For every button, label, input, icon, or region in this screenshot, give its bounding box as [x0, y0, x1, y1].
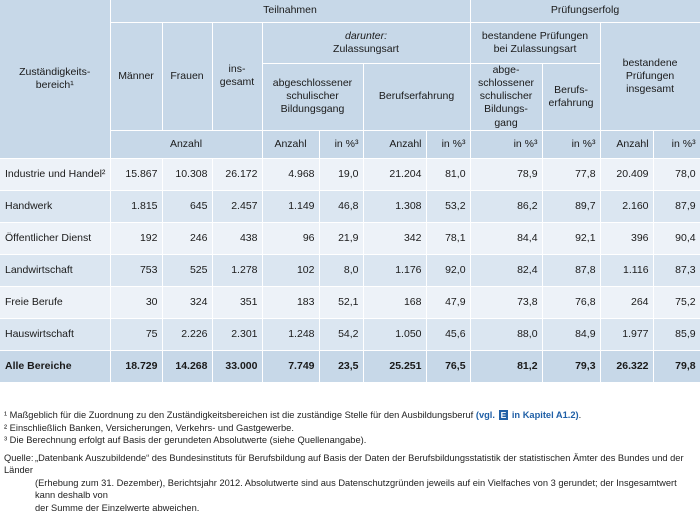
cell-pe-percent: 87,9 — [653, 190, 700, 222]
unit-anzahl: Anzahl — [600, 130, 653, 158]
header-zulassungsart-label: Zulassungsart — [333, 43, 399, 55]
cell-abg-anzahl: 1.149 — [262, 190, 319, 222]
cell-abg-anzahl: 183 — [262, 286, 319, 318]
footnote-3: ³ Die Berechnung erfolgt auf Basis der gerundeten Absolutwerte (siehe Quellenangabe). — [4, 434, 698, 447]
header-bestandene-bei-zulassungsart: bestandene Prüfungen bei Zulassungsart — [470, 23, 600, 64]
row-label: Industrie und Handel² — [0, 158, 110, 190]
footnotes — [4, 409, 698, 514]
cell-be-anzahl: 1.176 — [363, 254, 426, 286]
cell-pe-percent: 75,2 — [653, 286, 700, 318]
cell-abg-percent: 19,0 — [319, 158, 363, 190]
cell-insgesamt: 2.457 — [212, 190, 262, 222]
cell-frauen: 525 — [162, 254, 212, 286]
header-maenner: Männer — [110, 23, 162, 131]
cell-pe-anzahl: 2.160 — [600, 190, 653, 222]
cell-insgesamt: 438 — [212, 222, 262, 254]
cell-maenner: 18.729 — [110, 350, 162, 382]
table-row — [0, 158, 700, 190]
cell-frauen: 14.268 — [162, 350, 212, 382]
header-pe-berufserfahrung: Berufs-erfahrung — [542, 64, 600, 131]
header-berufserfahrung: Berufserfahrung — [363, 64, 470, 131]
table-row — [0, 286, 700, 318]
cell-be-percent: 47,9 — [426, 286, 470, 318]
unit-anzahl: Anzahl — [363, 130, 426, 158]
glossary-e-icon: E — [499, 410, 509, 420]
cell-frauen: 645 — [162, 190, 212, 222]
source-line-3: der Summe der Einzelwerte abweichen. — [4, 502, 698, 514]
unit-percent: in %³ — [319, 130, 363, 158]
cell-abg-anzahl: 4.968 — [262, 158, 319, 190]
footnote-1 — [4, 409, 698, 422]
header-teilnahmen: Teilnahmen — [110, 0, 470, 23]
cell-pe-abg-percent: 84,4 — [470, 222, 542, 254]
cell-be-anzahl: 342 — [363, 222, 426, 254]
cell-frauen: 2.226 — [162, 318, 212, 350]
cell-pe-be-percent: 77,8 — [542, 158, 600, 190]
row-label: Öffentlicher Dienst — [0, 222, 110, 254]
cell-pe-abg-percent: 78,9 — [470, 158, 542, 190]
reference-prefix: (vgl. — [476, 410, 495, 420]
cell-abg-percent: 46,8 — [319, 190, 363, 222]
cell-pe-be-percent: 89,7 — [542, 190, 600, 222]
table-row — [0, 222, 700, 254]
cell-be-percent: 76,5 — [426, 350, 470, 382]
unit-anzahl: Anzahl — [262, 130, 319, 158]
cell-frauen: 246 — [162, 222, 212, 254]
source-line-2: (Erhebung zum 31. Dezember), Berichtsjahr 2012. Absolutwerte sind aus Datenschutzgründen jeweils auf ein Vielfaches von 3 gerundet; der Insgesamtwert kann deshalb von — [4, 477, 698, 502]
cell-pe-abg-percent: 86,2 — [470, 190, 542, 222]
source-line-1: „Datenbank Auszubildende“ des Bundesinstituts für Berufsbildung auf Basis der Daten der Berufsbildungsstatistik der statistischen Ämter des Bundes und der Länder — [4, 453, 684, 476]
cell-insgesamt: 33.000 — [212, 350, 262, 382]
cell-abg-percent: 23,5 — [319, 350, 363, 382]
cell-be-percent: 81,0 — [426, 158, 470, 190]
header-pruefungserfolg: Prüfungserfolg — [470, 0, 700, 23]
cell-abg-percent: 8,0 — [319, 254, 363, 286]
cell-pe-percent: 85,9 — [653, 318, 700, 350]
cell-be-percent: 92,0 — [426, 254, 470, 286]
cell-pe-be-percent: 76,8 — [542, 286, 600, 318]
cell-pe-abg-percent: 81,2 — [470, 350, 542, 382]
source-label: Quelle: — [4, 452, 35, 465]
unit-percent: in %³ — [542, 130, 600, 158]
header-zustaendigkeitsbereich: Zuständigkeits-bereich¹ — [0, 0, 110, 158]
row-label: Landwirtschaft — [0, 254, 110, 286]
table-row — [0, 190, 700, 222]
cell-pe-anzahl: 26.322 — [600, 350, 653, 382]
cell-abg-anzahl: 96 — [262, 222, 319, 254]
cell-maenner: 75 — [110, 318, 162, 350]
cell-pe-percent: 87,3 — [653, 254, 700, 286]
cell-abg-anzahl: 7.749 — [262, 350, 319, 382]
cell-maenner: 30 — [110, 286, 162, 318]
cell-abg-anzahl: 102 — [262, 254, 319, 286]
table-row — [0, 254, 700, 286]
cell-insgesamt: 1.278 — [212, 254, 262, 286]
header-frauen: Frauen — [162, 23, 212, 131]
cell-pe-anzahl: 1.116 — [600, 254, 653, 286]
row-label: Handwerk — [0, 190, 110, 222]
cell-abg-percent: 21,9 — [319, 222, 363, 254]
cell-be-anzahl: 1.308 — [363, 190, 426, 222]
header-abgeschlossener-bildungsgang: abgeschlossener schulischer Bildungsgang — [262, 64, 363, 131]
cell-maenner: 15.867 — [110, 158, 162, 190]
cell-be-anzahl: 1.050 — [363, 318, 426, 350]
unit-percent: in %³ — [653, 130, 700, 158]
cell-pe-be-percent: 92,1 — [542, 222, 600, 254]
cell-insgesamt: 2.301 — [212, 318, 262, 350]
cell-pe-percent: 90,4 — [653, 222, 700, 254]
cell-be-percent: 45,6 — [426, 318, 470, 350]
cell-pe-abg-percent: 82,4 — [470, 254, 542, 286]
cell-pe-anzahl: 1.977 — [600, 318, 653, 350]
footnote-1-end: . — [579, 410, 582, 420]
source-note — [4, 452, 698, 514]
reference-suffix: in Kapitel A1.2) — [512, 410, 579, 420]
footnote-2: ² Einschließlich Banken, Versicherungen, Verkehrs- und Gastgewerbe. — [4, 422, 698, 435]
table-row — [0, 318, 700, 350]
cell-abg-percent: 54,2 — [319, 318, 363, 350]
unit-anzahl-group: Anzahl — [110, 130, 262, 158]
unit-percent: in %³ — [470, 130, 542, 158]
header-darunter: darunter: — [345, 30, 387, 42]
cell-frauen: 10.308 — [162, 158, 212, 190]
row-label: Hauswirtschaft — [0, 318, 110, 350]
cell-be-anzahl: 25.251 — [363, 350, 426, 382]
cell-maenner: 753 — [110, 254, 162, 286]
row-label: Freie Berufe — [0, 286, 110, 318]
cell-pe-anzahl: 20.409 — [600, 158, 653, 190]
cell-insgesamt: 26.172 — [212, 158, 262, 190]
chapter-reference-link[interactable] — [476, 410, 579, 420]
cell-pe-percent: 78,0 — [653, 158, 700, 190]
table-total-row — [0, 350, 700, 382]
cell-pe-percent: 79,8 — [653, 350, 700, 382]
cell-maenner: 1.815 — [110, 190, 162, 222]
cell-pe-abg-percent: 88,0 — [470, 318, 542, 350]
cell-pe-anzahl: 264 — [600, 286, 653, 318]
cell-maenner: 192 — [110, 222, 162, 254]
header-bestandene-insgesamt: bestandene Prüfungen insgesamt — [600, 23, 700, 131]
cell-pe-be-percent: 84,9 — [542, 318, 600, 350]
cell-be-percent: 53,2 — [426, 190, 470, 222]
cell-be-percent: 78,1 — [426, 222, 470, 254]
cell-abg-anzahl: 1.248 — [262, 318, 319, 350]
cell-be-anzahl: 168 — [363, 286, 426, 318]
cell-frauen: 324 — [162, 286, 212, 318]
cell-pe-abg-percent: 73,8 — [470, 286, 542, 318]
cell-be-anzahl: 21.204 — [363, 158, 426, 190]
cell-insgesamt: 351 — [212, 286, 262, 318]
cell-pe-anzahl: 396 — [600, 222, 653, 254]
header-insgesamt: ins-gesamt — [212, 23, 262, 131]
row-label: Alle Bereiche — [0, 350, 110, 382]
unit-percent: in %³ — [426, 130, 470, 158]
header-pe-abgeschlossen: abge-schlossener schulischer Bildungs-gang — [470, 64, 542, 131]
footnote-1-text: ¹ Maßgeblich für die Zuordnung zu den Zuständigkeitsbereichen ist die zuständige Stelle für den Ausbildungsberuf — [4, 410, 473, 420]
cell-abg-percent: 52,1 — [319, 286, 363, 318]
header-zulassungsart — [262, 23, 470, 64]
cell-pe-be-percent: 79,3 — [542, 350, 600, 382]
cell-pe-be-percent: 87,8 — [542, 254, 600, 286]
